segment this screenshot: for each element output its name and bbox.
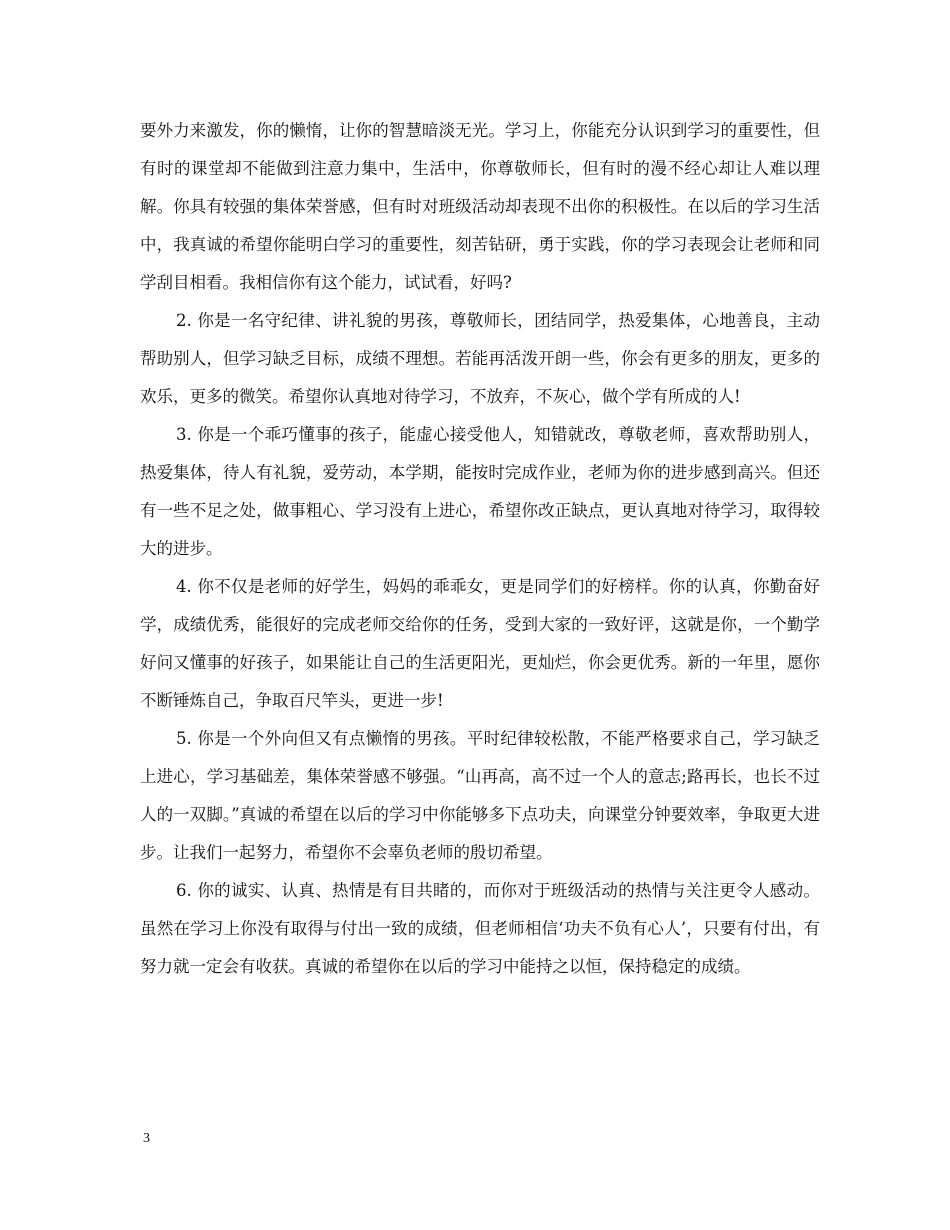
paragraph-item-6: 6. 你的诚实、认真、热情是有目共睹的，而你对于班级活动的热情与关注更令人感动。虽然在学习上你没有取得与付出一致的成绩，但老师相信‘功夫不负有心人’，只要有付出，有努力就一定会有收获。真诚的希望你在以后的学习中能持之以恒，保持稳定的成绩。 bbox=[140, 881, 820, 976]
paragraph-item-5: 5. 你是一个外向但又有点懒惰的男孩。平时纪律较松散，不能严格要求自己，学习缺乏上进心，学习基础差，集体荣誉感不够强。“山再高，高不过一个人的意志;路再长，也长不过人的一双脚。”真诚的希望在以后的学习中你能够多下点功夫，向课堂分钟要效率，争取更大进步。让我们一起努力，希望你不会辜负老师的殷切希望。 bbox=[140, 729, 820, 862]
document-body bbox=[140, 112, 820, 986]
paragraph-item-4: 4. 你不仅是老师的好学生，妈妈的乖乖女，更是同学们的好榜样。你的认真，你勤奋好学，成绩优秀，能很好的完成老师交给你的任务，受到大家的一致好评，这就是你，一个勤学好问又懂事的好孩子，如果能让自己的生活更阳光，更灿烂，你会更优秀。新的一年里，愿你不断锤炼自己，争取百尺竿头，更进一步! bbox=[140, 577, 820, 710]
paragraph-continued: 要外力来激发，你的懒惰，让你的智慧暗淡无光。学习上，你能充分认识到学习的重要性，但有时的课堂却不能做到注意力集中，生活中，你尊敬师长，但有时的漫不经心却让人难以理解。你具有较强的集体荣誉感，但有时对班级活动却表现不出你的积极性。在以后的学习生活中，我真诚的希望你能明白学习的重要性，刻苦钻研，勇于实践，你的学习表现会让老师和同学刮目相看。我相信你有这个能力，试试看，好吗? bbox=[140, 121, 820, 292]
page-number: 3 bbox=[143, 1131, 150, 1146]
paragraph-item-3: 3. 你是一个乖巧懂事的孩子，能虚心接受他人，知错就改，尊敬老师，喜欢帮助别人，热爱集体，待人有礼貌，爱劳动，本学期，能按时完成作业，老师为你的进步感到高兴。但还有一些不足之处，做事粗心、学习没有上进心，希望你改正缺点，更认真地对待学习，取得较大的进步。 bbox=[140, 425, 820, 558]
paragraph-item-2: 2. 你是一名守纪律、讲礼貌的男孩，尊敬师长，团结同学，热爱集体，心地善良，主动帮助别人，但学习缺乏目标，成绩不理想。若能再活泼开朗一些，你会有更多的朋友，更多的欢乐，更多的微笑。希望你认真地对待学习，不放弃，不灰心，做个学有所成的人! bbox=[140, 311, 820, 406]
